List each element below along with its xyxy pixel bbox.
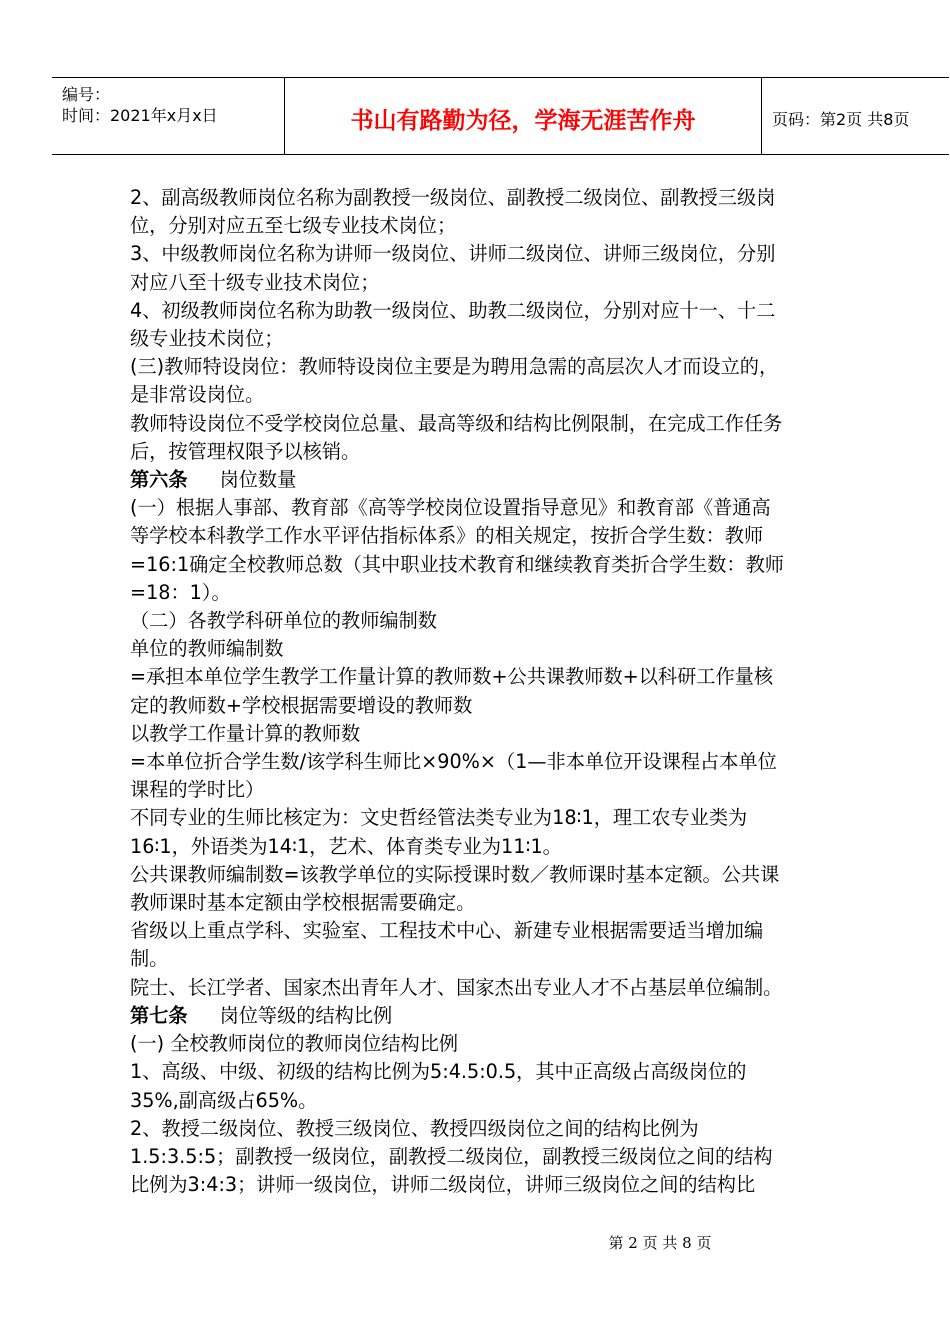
article-6-title: 岗位数量 [219,468,297,492]
text-line: 2、教授二级岗位、教授三级岗位、教授四级岗位之间的结构比例为 [130,1116,699,1140]
document-body [130,184,880,1199]
text-line: =承担本单位学生教学工作量计算的教师数+公共课教师数+以科研工作量核 [130,665,774,689]
page-header [52,77,949,155]
text-line: 院士、长江学者、国家杰出青年人才、国家杰出专业人才不占基层单位编制。 [130,975,783,999]
text-line: =16:1确定全校教师总数（其中职业技术教育和继续教育类折合学生数：教师 [130,552,784,576]
header-page-info: 页码：第2页 共8页 [772,110,910,129]
text-line: 教师课时基本定额由学校根据需要确定。 [130,891,476,915]
text-line: 35%,副高级占65%。 [130,1088,318,1112]
article-heading-6 [130,466,880,494]
serial-label: 编号： [62,85,111,104]
text-line: 课程的学时比） [130,778,265,802]
text-line: 3、中级教师岗位名称为讲师一级岗位、讲师二级岗位、讲师三级岗位，分别 [130,242,776,266]
text-line: 4、初级教师岗位名称为助教一级岗位、助教二级岗位，分别对应十一、十二 [130,298,776,322]
text-line: 后，按管理权限予以核销。 [130,439,361,463]
text-line: （二）各教学科研单位的教师编制数 [130,609,437,633]
header-left-cell [52,78,284,154]
article-heading-7 [130,1002,880,1030]
text-line: 定的教师数+学校根据需要增设的教师数 [130,693,473,717]
text-line: =本单位折合学生数/该学科生师比×90%×（1—非本单位开设课程占本单位 [130,750,777,774]
text-line: 单位的教师编制数 [130,637,284,661]
text-line: 等学校本科教学工作水平评估指标体系》的相关规定，按折合学生数：教师 [130,524,764,548]
text-line: 1、高级、中级、初级的结构比例为5:4.5:0.5，其中正高级占高级岗位的 [130,1060,747,1084]
header-page-cell [762,78,949,154]
text-line: =18：1）。 [130,580,231,604]
text-line: 2、副高级教师岗位名称为副教授一级岗位、副教授二级岗位、副教授三级岗 [130,186,776,209]
page-footer: 第 2 页 共 8 页 [608,1234,712,1252]
text-line: 级专业技术岗位； [130,327,284,351]
text-line: (一）根据人事部、教育部《高等学校岗位设置指导意见》和教育部《普通高 [130,496,771,520]
text-line: 公共课教师编制数=该教学单位的实际授课时数／教师课时基本定额。公共课 [130,862,780,886]
text-line: (一) 全校教师岗位的教师岗位结构比例 [130,1032,459,1056]
time-label: 时间：2021年x月x日 [62,106,218,125]
text-line: 对应八至十级专业技术岗位； [130,270,380,294]
text-line: 以教学工作量计算的教师数 [130,721,361,745]
text-line: 1.5:3.5:5；副教授一级岗位，副教授二级岗位，副教授三级岗位之间的结构 [130,1144,773,1168]
text-line: 教师特设岗位不受学校岗位总量、最高等级和结构比例限制，在完成工作任务 [130,411,783,435]
text-line: 是非常设岗位。 [130,383,265,407]
text-line: 省级以上重点学科、实验室、工程技术中心、新建专业根据需要适当增加编 [130,919,764,943]
article-6-label: 第六条 [130,468,188,492]
text-line: 16∶1，外语类为14∶1，艺术、体育类专业为11∶1。 [130,834,562,858]
text-line: 位，分别对应五至七级专业技术岗位； [130,214,457,238]
text-line: 制。 [130,947,169,971]
header-motto-cell [284,78,762,154]
article-7-label: 第七条 [130,1003,188,1027]
text-line: (三)教师特设岗位：教师特设岗位主要是为聘用急需的高层次人才而设立的， [130,355,779,379]
text-line: 不同专业的生师比核定为：文史哲经管法类专业为18∶1，理工农专业类为 [130,806,748,830]
article-7-title: 岗位等级的结构比例 [219,1003,393,1027]
motto-text: 书山有路勤为径，学海无涯苦作舟 [350,108,696,134]
text-line: 比例为3:4:3；讲师一级岗位，讲师二级岗位，讲师三级岗位之间的结构比 [130,1173,756,1197]
